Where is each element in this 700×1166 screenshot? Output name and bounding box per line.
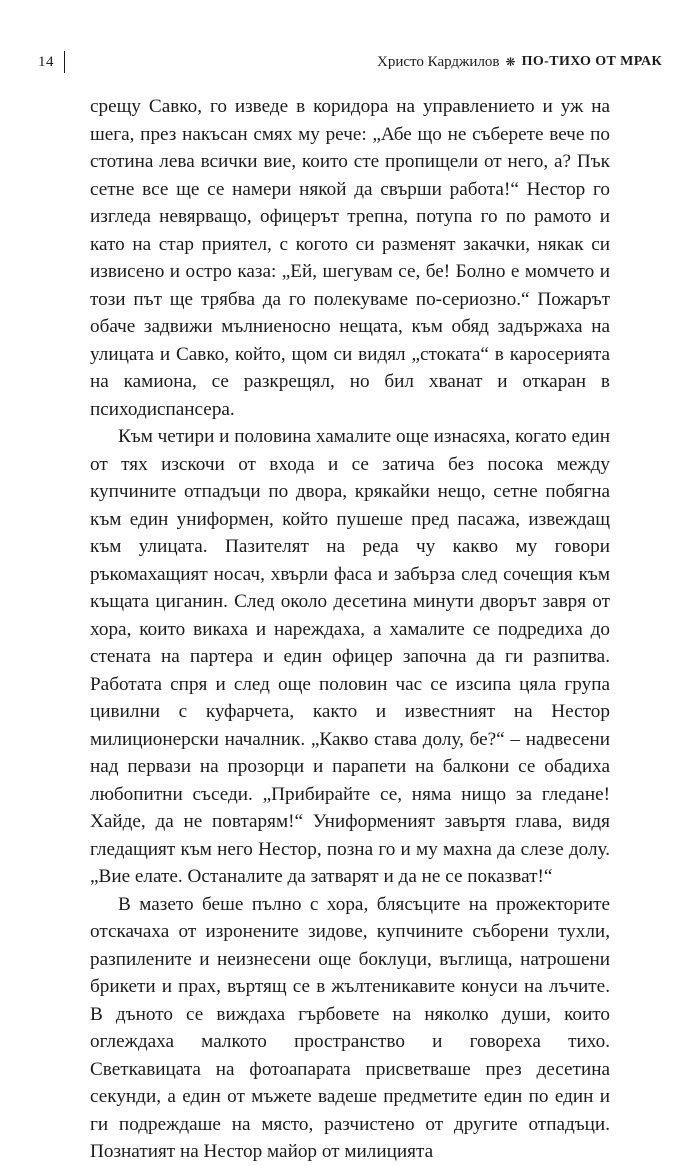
- book-title: ПО-ТИХО ОТ МРАК: [521, 54, 662, 69]
- ornament-icon: ❋: [505, 54, 516, 69]
- header-divider: [64, 51, 65, 73]
- author-name: Христо Карджилов: [377, 53, 500, 70]
- paragraph-1: срещу Савко, го изведе в коридора на управлението и уж на шега, през накъсан смях му рече: „Абе що не съберете вече по стотина лева всички вие, които сте пропищели от него, а? Пък сетне все ще се намери някой да свърши работа!“ Нестор го изгледа невярващо, офицерът трепна, потупа го по рамото и като на стар приятел, с когото си разменят закачки, някак си извисено и остро каза: „Ей, шегувам се, бе! Болно е момчето и този път ще трябва да го полекуваме по-сериозно.“ Пожарът обаче задвижи мълниеносно нещата, към обяд задържаха на улицата и Савко, който, щом си видял „стоката“ в каросерията на камиона, се разкрещял, но бил хванат и откаран в психодиспансера.: [90, 96, 610, 420]
- page-number: 14: [38, 53, 54, 70]
- running-head: [377, 54, 662, 71]
- body-text: [90, 93, 610, 1166]
- paragraph-3: В мазето беше пълно с хора, блясъците на прожекторите отскачаха от изронените зидове, купчините съборени тухли, разпилените и неизнесени още боклуци, въглища, натрошени брикети и прах, въртящ се в жълтеникавите конуси на лъчите. В дъното се виждаха гърбовете на няколко души, които оглеждаха малкото пространство и говореха тихо. Светкавицата на фотоапарата присветваше през десетина секунди, а един от мъжете вадеше предметите един по един и ги подреждаше на място, разчистено от другите отпадъци. Познатият на Нестор майор от милицията: [90, 893, 610, 1162]
- page-header: [38, 50, 662, 74]
- paragraph-2: Към четири и половина хамалите още изнасяха, когато един от тях изскочи от входа и се затича без посока между купчините отпадъци по двора, крякайки нещо, сетне побягна към един униформен, който пушеше пред пасажа, извеждащ към улицата. Пазителят на реда чу какво му говори ръкомахащият носач, хвърли фаса и забърза след сочещия към къщата циганин. След около десетина минути дворът завря от хора, които викаха и нареждаха, а хамалите се подредиха до стената на партера и един офицер започна да ги разпитва. Работата спря и след още половин час се изсипа цяла група цивилни с куфарчета, както и известният на Нестор милиционерски началник. „Какво става долу, бе?“ – надвесени над первази на прозорци и парапети на балкони се обадиха любопитни съседи. „Прибирайте се, няма нищо за гледане! Хайде, да не повтарям!“ Униформеният завъртя глава, видя гледащият към него Нестор, позна го и му махна да слезе долу. „Вие елате. Останалите да затварят и да не се показват!“: [90, 426, 611, 887]
- page-number-group: [38, 51, 65, 73]
